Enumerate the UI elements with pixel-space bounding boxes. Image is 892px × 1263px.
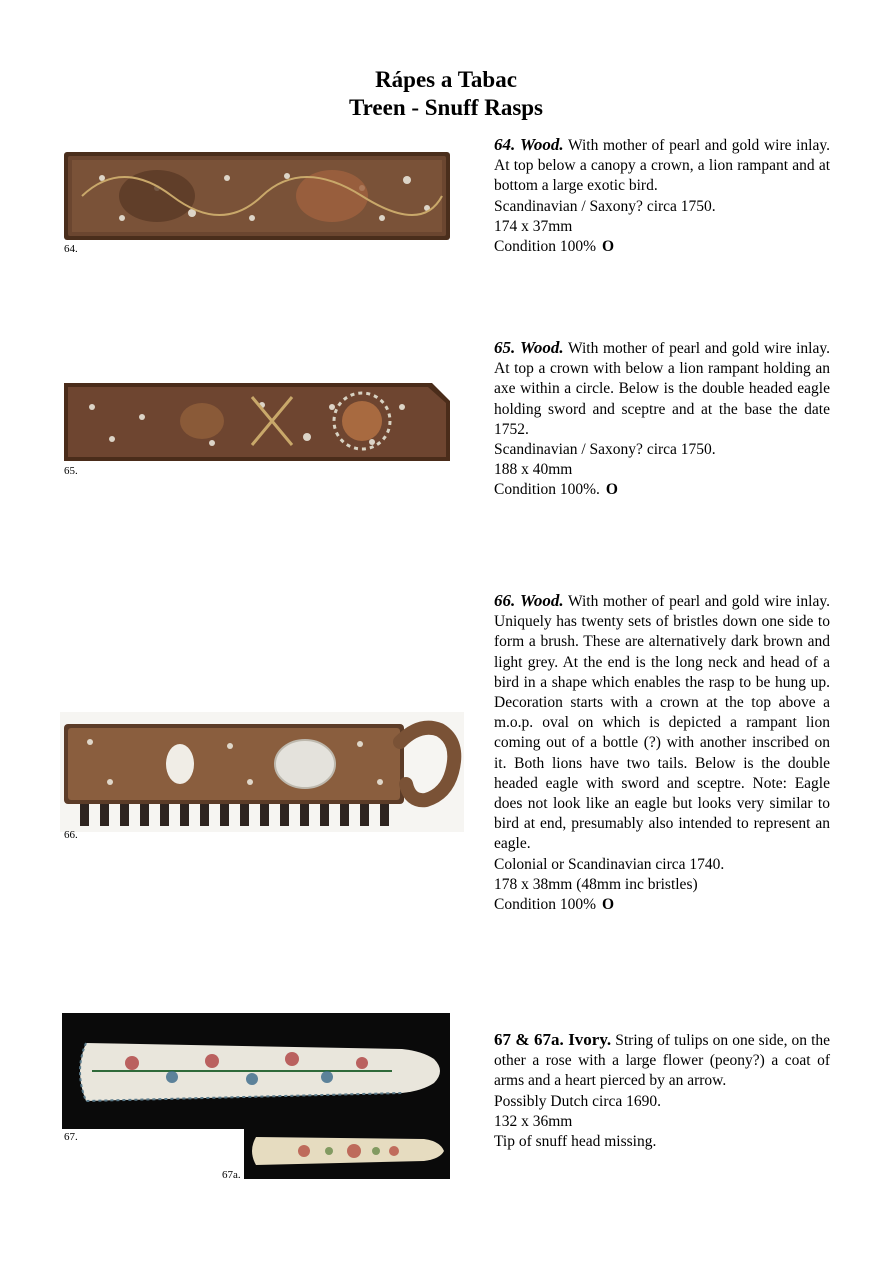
- page-title-line-2: Treen - Snuff Rasps: [348, 95, 544, 120]
- rasp-66-photo: [60, 712, 464, 832]
- item-origin: Possibly Dutch circa 1690.: [494, 1092, 662, 1110]
- figure-caption-65: 65.: [64, 465, 78, 477]
- item-heading: 64. Wood.: [494, 135, 564, 154]
- item-dimensions: 174 x 37mm: [494, 217, 573, 235]
- item-dimensions: 178 x 38mm (48mm inc bristles): [494, 875, 698, 893]
- figure-caption-67: 67.: [64, 1131, 78, 1143]
- item-origin: Scandinavian / Saxony? circa 1750.: [494, 441, 716, 459]
- item-entry-64: [494, 135, 830, 257]
- figure-caption-66: 66.: [64, 829, 78, 841]
- item-heading: 65. Wood.: [494, 338, 564, 357]
- figure-caption-67a: 67a.: [222, 1169, 241, 1181]
- item-origin: Colonial or Scandinavian circa 1740.: [494, 855, 725, 873]
- item-entry-66: [494, 591, 830, 915]
- item-heading: 66. Wood.: [494, 591, 564, 610]
- rasp-67-photo: [62, 1013, 450, 1129]
- item-entry-67: [494, 1030, 830, 1152]
- rasp-65-photo: [62, 377, 452, 467]
- item-dimensions: 188 x 40mm: [494, 461, 573, 479]
- item-description: 65. Wood. With mother of pearl and gold wire inlay. At top a crown with below a lion rampant holding an axe within a circle. Below is the double headed eagle holding sword and sceptre and at the base the date 1752.: [494, 338, 830, 438]
- item-description: 64. Wood. With mother of pearl and gold wire inlay. At top below a canopy a crown, a lion rampant and at bottom a large exotic bird.: [494, 135, 830, 195]
- rasp-64-photo: [62, 148, 454, 244]
- item-entry-65: [494, 338, 830, 501]
- item-condition: Tip of snuff head missing.: [494, 1133, 657, 1151]
- item-origin: Scandinavian / Saxony? circa 1750.: [494, 197, 716, 215]
- page-title-line-1: Rápes a Tabac: [375, 67, 517, 92]
- item-description: 67 & 67a. Ivory. String of tulips on one side, on the other a rose with a large flower (peony?) a coat of arms and a heart pierced by an arrow.: [494, 1030, 831, 1090]
- rasp-67a-photo: [244, 1121, 450, 1179]
- item-condition: Condition 100% O: [494, 896, 615, 914]
- item-heading: 67 & 67a. Ivory.: [494, 1030, 612, 1049]
- item-dimensions: 132 x 36mm: [494, 1112, 573, 1130]
- item-description: 66. Wood. With mother of pearl and gold wire inlay. Uniquely has twenty sets of bristles down one side to form a brush. These are alternatively dark brown and light grey. At the end is the long neck and head of a bird in a shape which enables the rasp to be hung up. Decoration starts with a crown at the top above a m.o.p. oval on which is depicted a rampant lion coming out of a bottle (?) with another inscribed on it. Both lions have two tails. Below is the double headed eagle with sword and sceptre. Note: Eagle does not look like an eagle but looks very similar to bird at end, presumably also intended to represent an eagle.: [494, 591, 830, 853]
- item-condition: Condition 100%. O: [494, 481, 618, 499]
- figure-caption-64: 64.: [64, 243, 78, 255]
- item-condition: Condition 100% O: [494, 238, 615, 256]
